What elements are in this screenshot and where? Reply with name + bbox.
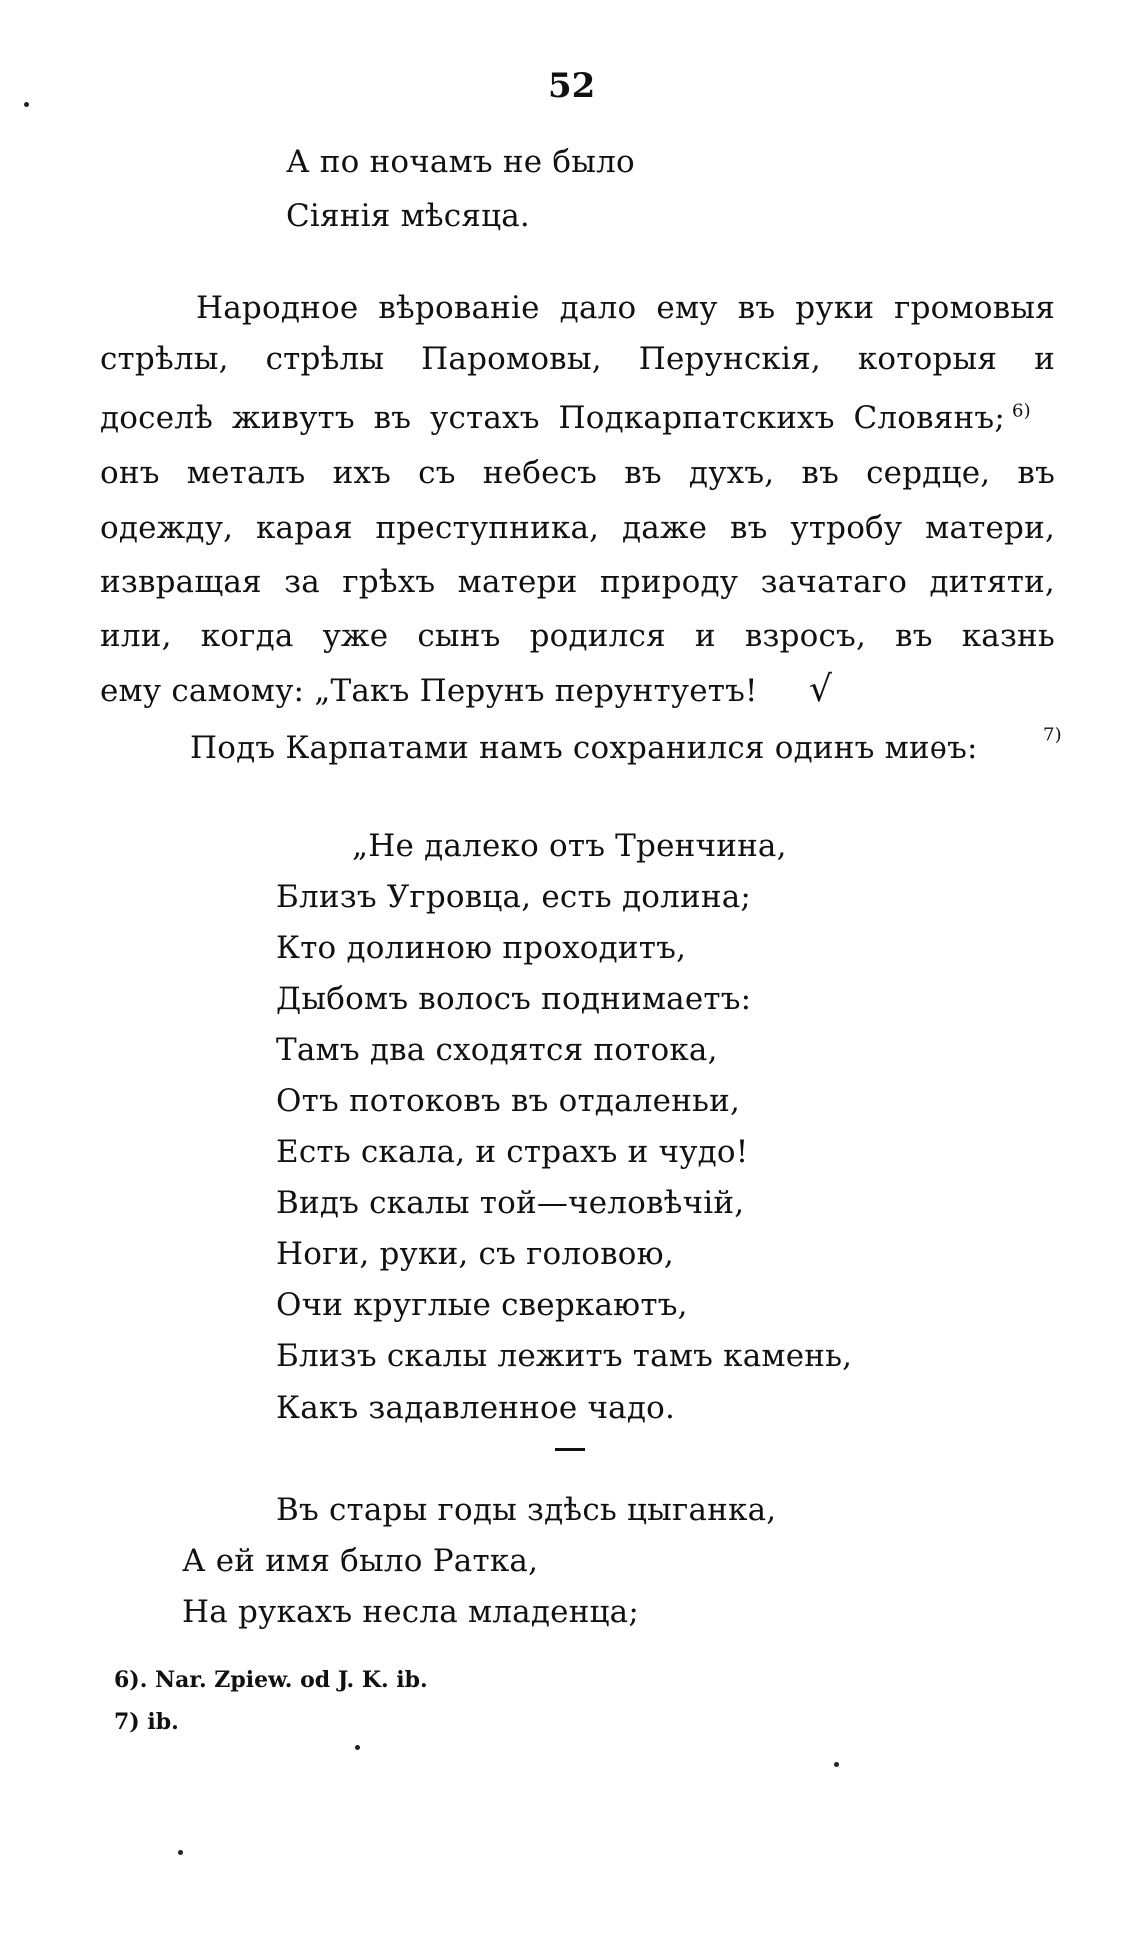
- paragraph-line-2: стрѣлы, стрѣлы Паромовы, Перунскія, которыя и: [100, 341, 1055, 377]
- paragraph-line-7: или, когда уже сынъ родился и взросъ, въ казнь: [100, 618, 1055, 654]
- poem-line-7: Есть скала, и страхъ и чудо!: [276, 1134, 749, 1170]
- poem-line-12: Какъ задавленное чадо.: [276, 1390, 676, 1426]
- footnote-ref-6: [1012, 398, 1031, 438]
- poem-line-9: Ноги, руки, съ головою,: [276, 1236, 674, 1272]
- paragraph-line-3: доселѣ живутъ въ устахъ Подкарпатскихъ Словянъ;: [100, 400, 1005, 436]
- section-dash: [555, 1448, 585, 1451]
- poem-second-line-2: А ей имя было Ратка,: [182, 1543, 539, 1579]
- poem-line-3: Кто долиною проходитъ,: [276, 930, 687, 966]
- footnote-ref-6-sup: 6): [1012, 400, 1031, 422]
- paragraph-line-6: извращая за грѣхъ матери природу зачатаго дитяти,: [100, 564, 1055, 600]
- paragraph-line-5: одежду, карая преступника, даже въ утробу матери,: [100, 510, 1055, 546]
- poem-line-11: Близъ скалы лежитъ тамъ камень,: [276, 1338, 853, 1374]
- poem-line-4: Дыбомъ волосъ поднимаетъ:: [276, 981, 752, 1017]
- intro-line: Подъ Карпатами намъ сохранился одинъ миѳъ:: [190, 730, 978, 766]
- poem-line-6: Отъ потоковъ въ отдаленьи,: [276, 1083, 741, 1119]
- footnote-7: 7) ib.: [114, 1709, 179, 1735]
- footnote-6: 6). Nar. Zpiew. od J. K. ib.: [114, 1667, 428, 1693]
- footnote-ref-7-sup: 7): [1043, 724, 1062, 746]
- margin-check-mark: √: [809, 669, 832, 710]
- paragraph-line-4: онъ металъ ихъ съ небесъ въ духъ, въ сердце, въ: [100, 455, 1055, 491]
- paragraph-line-1: Народное вѣрованіе дало ему въ руки громовыя: [196, 290, 1055, 326]
- poem-top-line-1: А по ночамъ не было: [286, 144, 635, 180]
- paragraph-line-8: ему самому: „Такъ Перунъ перунтуетъ!: [100, 673, 758, 709]
- poem-line-8: Видъ скалы той—человѣчій,: [276, 1185, 745, 1221]
- scan-speck: [24, 102, 29, 107]
- poem-line-5: Тамъ два сходятся потока,: [276, 1032, 718, 1068]
- poem-second-line-1: Въ стары годы здѣсь цыганка,: [276, 1492, 777, 1528]
- poem-line-1: „Не далеко отъ Тренчина,: [352, 828, 787, 864]
- scan-speck: [178, 1850, 183, 1855]
- poem-line-10: Очи круглые сверкаютъ,: [276, 1287, 688, 1323]
- scan-speck: [834, 1762, 839, 1767]
- footnote-ref-7: [1043, 722, 1062, 762]
- scan-speck: [355, 1745, 360, 1750]
- poem-top-line-2: Сіянія мѣсяца.: [286, 198, 530, 234]
- page-number: 52: [548, 66, 596, 106]
- poem-second-line-3: На рукахъ несла младенца;: [182, 1594, 640, 1630]
- poem-line-2: Близъ Угровца, есть долина;: [276, 879, 752, 915]
